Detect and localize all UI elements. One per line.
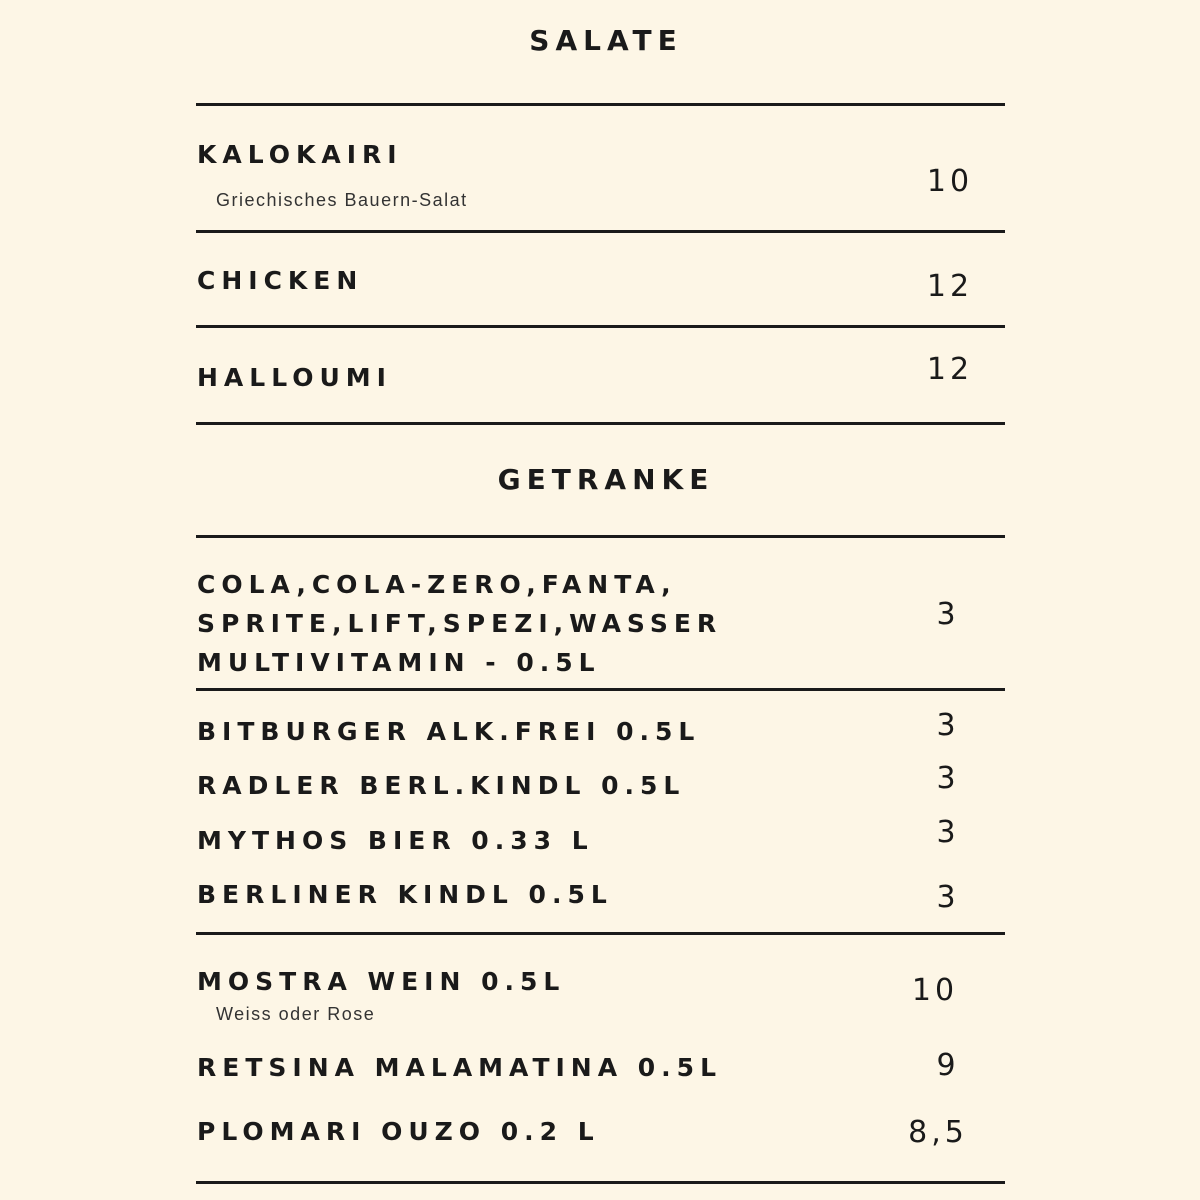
divider	[196, 230, 1005, 233]
menu-item-name: PLOMARI OUZO 0.2 L	[197, 1117, 600, 1146]
menu-item-price: 10	[911, 973, 959, 1008]
menu-item-name: HALLOUMI	[197, 363, 392, 392]
menu-item-name: RADLER BERL.KINDL 0.5L	[197, 771, 686, 800]
softdrinks-line: MULTIVITAMIN - 0.5L	[197, 648, 601, 677]
menu-item-price: 8,5	[908, 1115, 968, 1150]
divider	[196, 422, 1005, 425]
menu-item-price: 3	[936, 597, 960, 632]
menu-item-description: Griechisches Bauern-Salat	[216, 190, 468, 210]
menu-item-price: 3	[936, 880, 960, 915]
divider	[196, 1181, 1005, 1184]
menu-item-price: 3	[936, 761, 960, 796]
divider	[196, 535, 1005, 538]
menu-item-price: 3	[936, 815, 960, 850]
menu-item-price: 12	[926, 352, 974, 387]
menu-item-description: Weiss oder Rose	[216, 1004, 376, 1024]
menu-item-price: 3	[936, 708, 960, 743]
menu-item-name: RETSINA MALAMATINA 0.5L	[197, 1053, 722, 1082]
menu-item-price: 9	[936, 1048, 960, 1083]
divider	[196, 325, 1005, 328]
softdrinks-line: SPRITE,LIFT,SPEZI,WASSER	[197, 609, 723, 638]
menu-item-price: 10	[926, 164, 974, 199]
menu-item-name: MOSTRA WEIN 0.5L	[197, 967, 566, 996]
menu-item-price: 12	[926, 269, 974, 304]
softdrinks-line: COLA,COLA-ZERO,FANTA,	[197, 570, 677, 599]
divider	[196, 688, 1005, 691]
menu-item-name: CHICKEN	[197, 266, 364, 295]
menu-item-name: MYTHOS BIER 0.33 L	[197, 826, 594, 855]
divider	[196, 103, 1005, 106]
salads-heading: SALATE	[529, 24, 683, 57]
menu-item-name: KALOKAIRI	[197, 140, 403, 169]
divider	[196, 932, 1005, 935]
menu-item-name: BITBURGER ALK.FREI 0.5L	[197, 717, 701, 746]
drinks-heading: GETRANKE	[497, 463, 715, 496]
menu-item-name: BERLINER KINDL 0.5L	[197, 880, 613, 909]
